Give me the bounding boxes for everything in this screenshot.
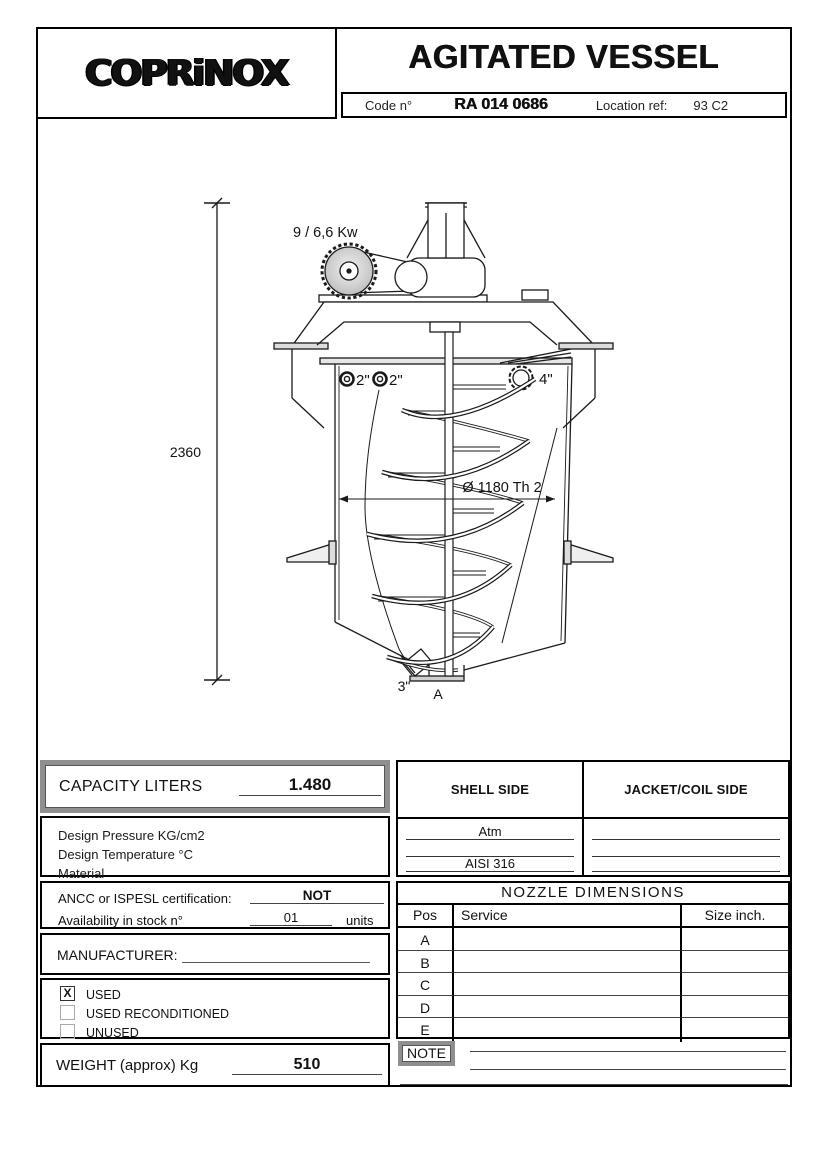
stock-value: 01	[250, 910, 332, 926]
nozzle-pos-a: A	[398, 928, 454, 951]
design-pressure-label: Design Pressure KG/cm2	[58, 827, 205, 843]
shell-pressure-value: Atm	[406, 824, 574, 840]
vessel-drawing	[38, 117, 790, 760]
nozzle-service-c	[454, 973, 680, 996]
stock-label: Availability in stock n°	[58, 913, 183, 928]
nozzle-col-size: Size inch.	[680, 905, 788, 926]
weight-value: 510	[232, 1056, 382, 1075]
nozzle-size-c	[680, 973, 788, 996]
bottom-nozzle-label: 3"	[397, 678, 411, 694]
nozzle-2in-icon	[341, 373, 354, 386]
shell-material-value: AISI 316	[406, 856, 574, 872]
used-reconditioned-checkbox	[60, 1005, 75, 1020]
motor-gear-icon	[322, 244, 376, 298]
nozzle-pos-b: B	[398, 951, 454, 974]
motor-drive	[293, 203, 487, 302]
stock-units-label: units	[346, 913, 374, 928]
unused-label: UNUSED	[86, 1026, 139, 1040]
code-label: Code n°	[365, 97, 413, 113]
nozzle-row-b	[398, 951, 788, 974]
location-label: Location ref:	[595, 97, 668, 113]
certification-box	[40, 881, 390, 929]
condition-box	[40, 978, 390, 1039]
manufacturer-label: MANUFACTURER:	[57, 947, 178, 963]
nozzle-service-e	[454, 1018, 680, 1042]
page-title: AGITATED VESSEL	[408, 38, 719, 75]
outlet-label: A	[433, 686, 443, 702]
nozzle-table-title: NOZZLE DIMENSIONS	[398, 883, 788, 905]
note-line-3	[400, 1084, 788, 1085]
nozzle-dimensions-table	[396, 881, 790, 1039]
nozzle-2in-label-2: 2"	[389, 372, 403, 389]
company-logo: COPRiNOX	[85, 52, 288, 94]
code-bar	[341, 92, 787, 118]
height-dimension	[170, 198, 230, 685]
nozzle-size-b	[680, 951, 788, 974]
used-label: USED	[86, 988, 121, 1002]
note-line-1	[470, 1051, 786, 1052]
weight-box	[40, 1043, 390, 1087]
capacity-box	[40, 760, 390, 813]
code-value: RA 014 0686	[454, 96, 548, 113]
shell-side-header: SHELL SIDE	[398, 762, 584, 817]
nozzle-col-pos: Pos	[398, 905, 454, 926]
nozzle-row-e	[398, 1018, 788, 1042]
nozzle-size-e	[680, 1018, 788, 1042]
nozzle-service-b	[454, 951, 680, 974]
page-frame	[36, 27, 792, 1087]
nozzle-col-service: Service	[461, 907, 508, 923]
weight-label: WEIGHT (approx) Kg	[56, 1056, 199, 1074]
certification-value: NOT	[250, 888, 384, 904]
nozzle-pos-c: C	[398, 973, 454, 996]
nozzle-row-a	[398, 928, 788, 951]
manufacturer-value-line	[182, 962, 370, 963]
nozzle-size-d	[680, 996, 788, 1019]
manufacturer-box	[40, 933, 390, 975]
vessel-top-head	[274, 290, 613, 428]
capacity-value: 1.480	[239, 775, 381, 796]
note-label: NOTE	[398, 1041, 455, 1066]
material-label: Material	[58, 865, 105, 881]
nozzle-pos-d: D	[398, 996, 454, 1019]
jacket-side-header: JACKET/COIL SIDE	[624, 782, 748, 797]
motor-power-label: 9 / 6,6 Kw	[293, 225, 358, 241]
nozzle-service-a	[454, 928, 680, 951]
nozzle-pos-e: E	[398, 1018, 454, 1042]
diameter-label: Ø 1180 Th 2	[462, 480, 542, 496]
jacket-temperature-value	[592, 856, 780, 857]
jacket-pressure-value	[592, 839, 780, 840]
location-value: 93 C2	[693, 97, 729, 113]
shell-jacket-table	[396, 760, 790, 877]
nozzle-row-c	[398, 973, 788, 996]
nozzle-2in-icon-2	[374, 373, 387, 386]
unused-checkbox	[60, 1024, 75, 1039]
design-box	[40, 816, 390, 881]
nozzle-4in-label: 4"	[539, 371, 553, 388]
used-checkbox: X	[60, 986, 75, 1001]
certification-label: ANCC or ISPESL certification:	[58, 891, 232, 906]
agitator-shaft	[445, 332, 453, 676]
note-line-2	[470, 1069, 786, 1070]
logo-cell	[38, 29, 337, 119]
nozzle-2in-label-1: 2"	[356, 372, 370, 389]
used-reconditioned-label: USED RECONDITIONED	[86, 1007, 230, 1021]
design-temperature-label: Design Temperature °C	[58, 846, 194, 862]
nozzle-service-d	[454, 996, 680, 1019]
height-dimension-label: 2360	[169, 444, 201, 460]
nozzle-size-a	[680, 928, 788, 951]
jacket-material-value	[592, 871, 780, 872]
nozzle-row-d	[398, 996, 788, 1019]
capacity-label: CAPACITY LITERS	[59, 777, 203, 795]
